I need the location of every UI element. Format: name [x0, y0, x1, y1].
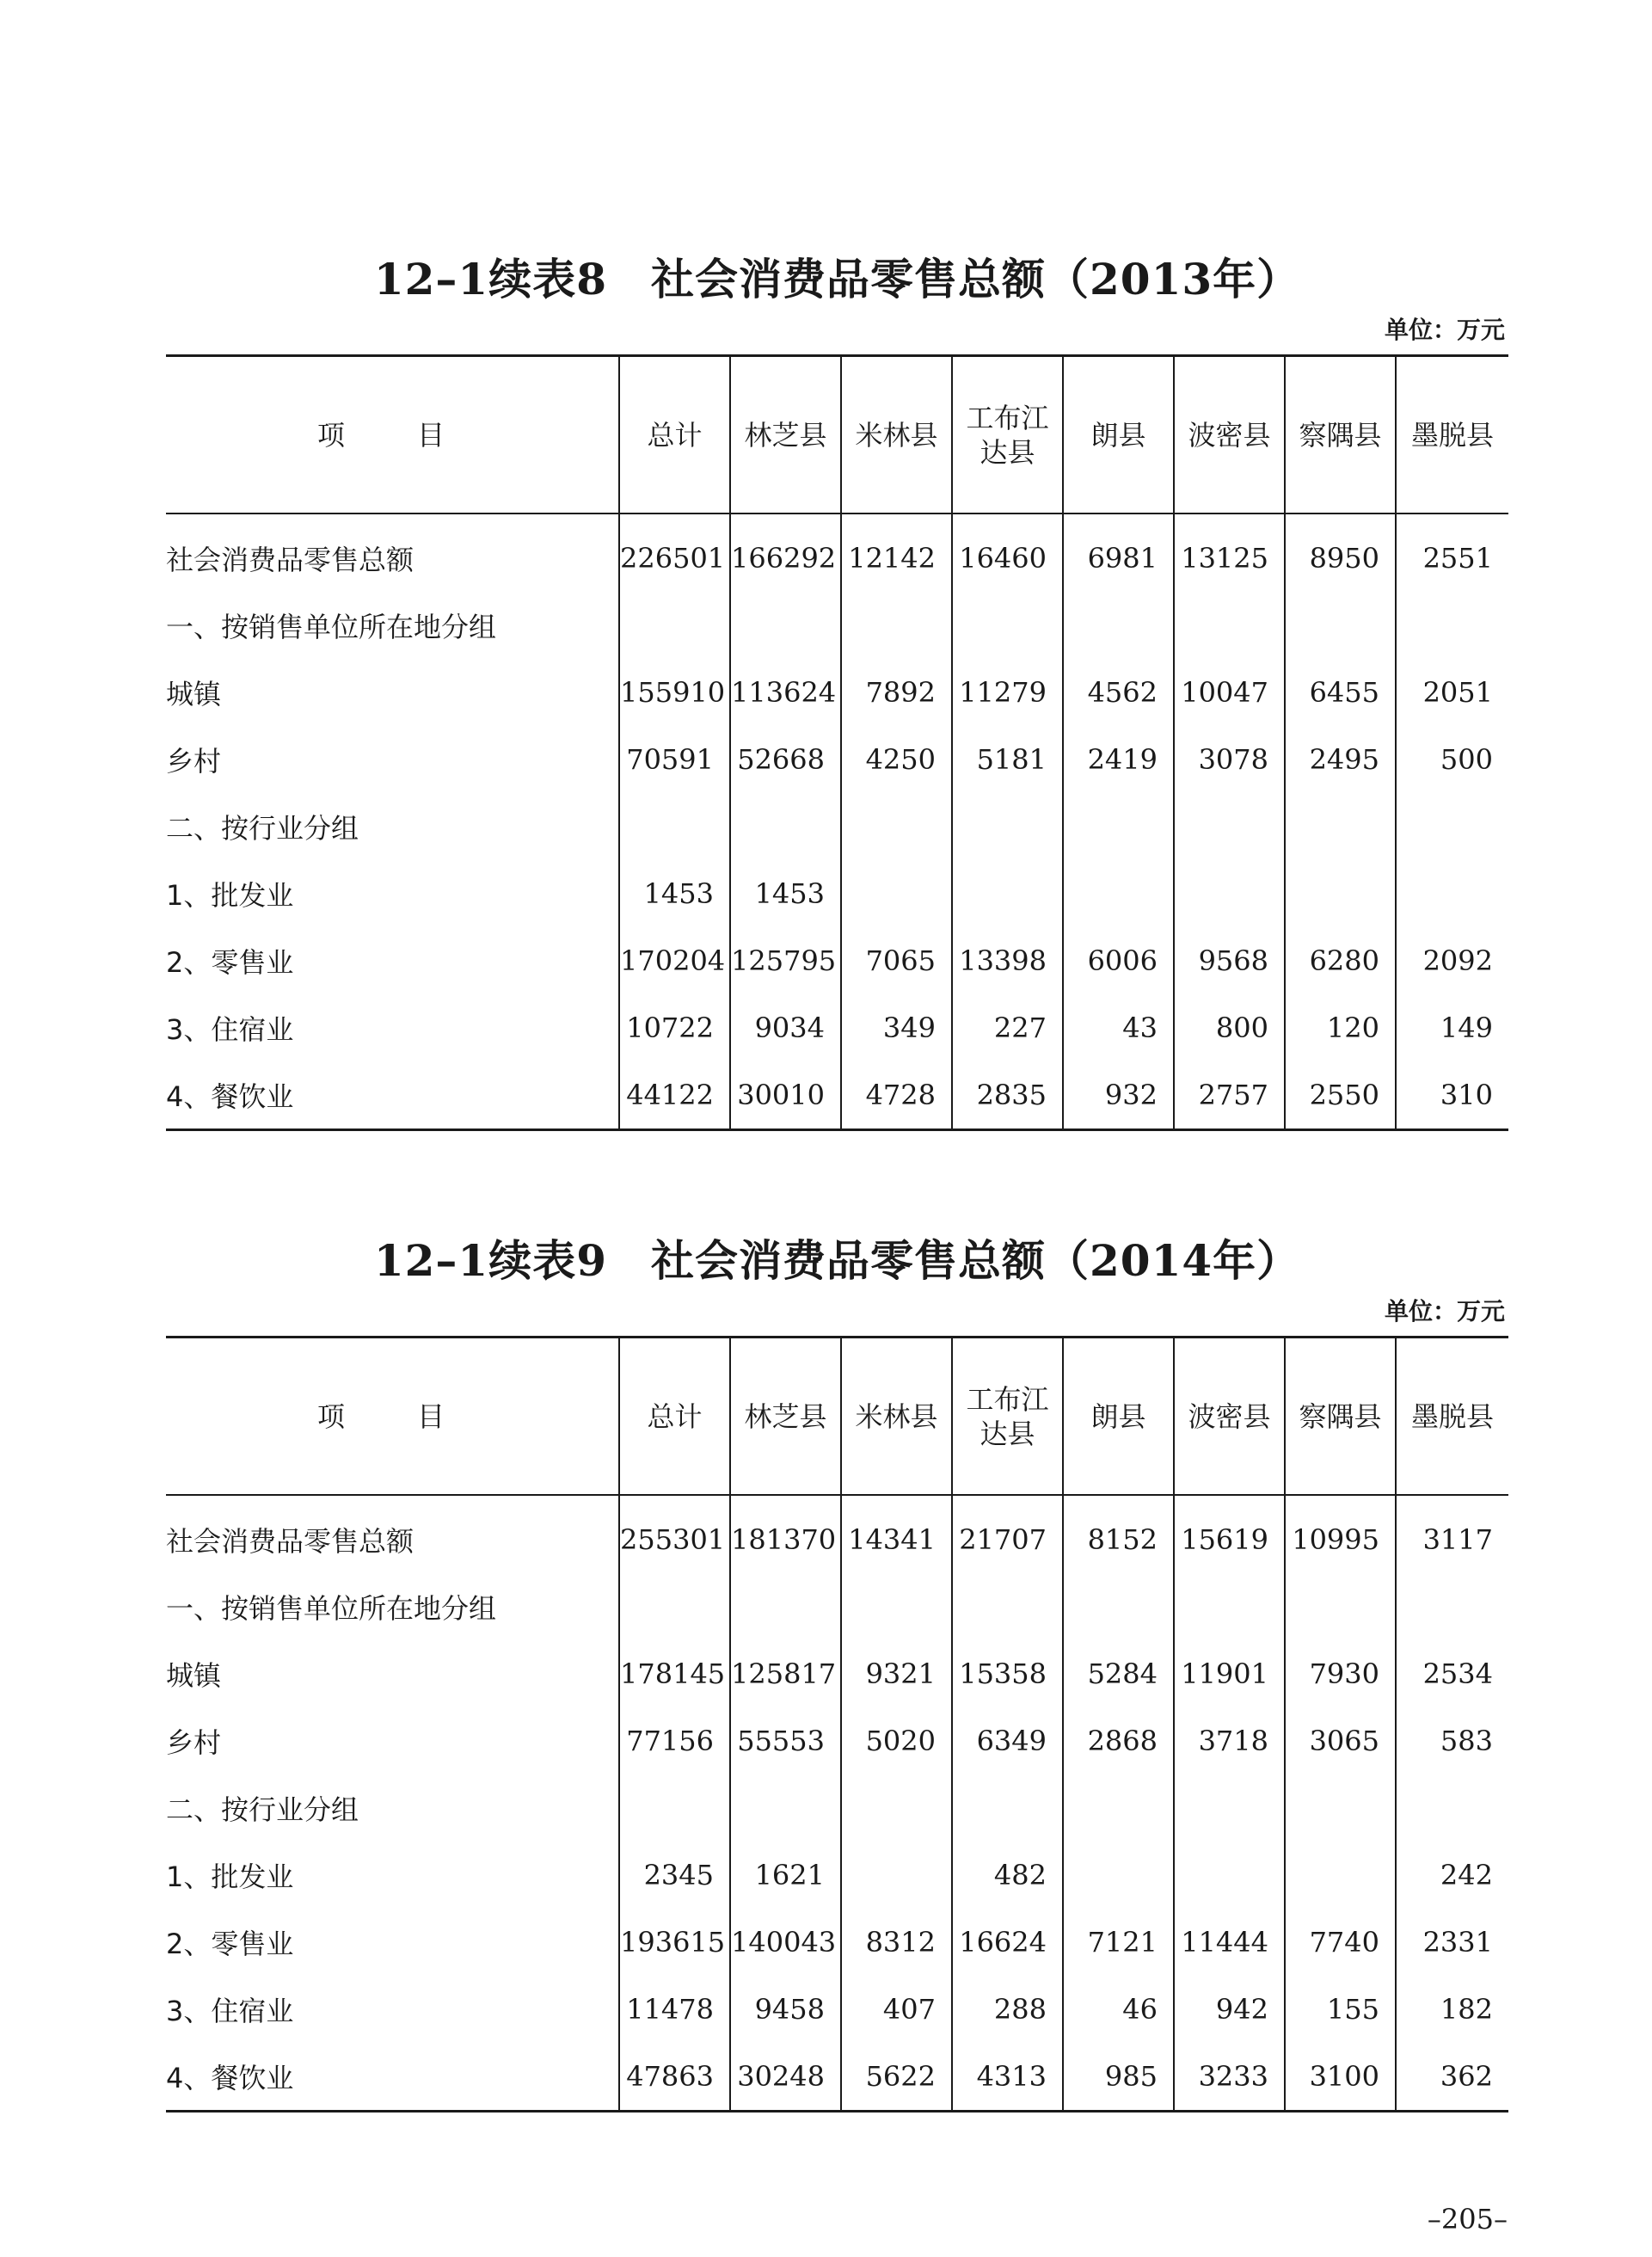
- cell-value: [730, 592, 841, 659]
- cell-value: 43: [1063, 994, 1174, 1061]
- table-row: [166, 793, 1508, 860]
- cell-value: 2551: [1396, 514, 1508, 592]
- cell-value: 7121: [1063, 1909, 1174, 1976]
- column-header-chayu: 察隅县: [1285, 356, 1396, 514]
- cell-value: [619, 793, 730, 860]
- cell-value: 7930: [1285, 1640, 1396, 1707]
- column-header-gongbujiangda: 工布江达县: [952, 356, 1063, 514]
- cell-value: 6349: [952, 1707, 1063, 1774]
- cell-value: 193615: [619, 1909, 730, 1976]
- cell-value: 2534: [1396, 1640, 1508, 1707]
- cell-value: [1174, 1774, 1285, 1842]
- cell-value: 77156: [619, 1707, 730, 1774]
- cell-value: [952, 1573, 1063, 1640]
- cell-value: 932: [1063, 1061, 1174, 1130]
- cell-value: 2835: [952, 1061, 1063, 1130]
- column-header-total: 总计: [619, 1338, 730, 1496]
- row-label: 乡村: [166, 1726, 222, 1759]
- cell-value: 9034: [730, 994, 841, 1061]
- cell-value: 583: [1396, 1707, 1508, 1774]
- cell-value: 8950: [1285, 514, 1396, 592]
- cell-value: [1174, 1842, 1285, 1909]
- cell-value: [1285, 793, 1396, 860]
- cell-value: 14341: [841, 1495, 952, 1573]
- page-number: –205–: [1427, 2203, 1508, 2235]
- column-header-item: 项 目: [166, 1338, 619, 1496]
- cell-value: 362: [1396, 2043, 1508, 2112]
- row-label: 一、按销售单位所在地分组: [166, 611, 497, 643]
- row-label: 二、按行业分组: [166, 1793, 359, 1826]
- cell-value: [841, 793, 952, 860]
- cell-value: 55553: [730, 1707, 841, 1774]
- cell-value: 4313: [952, 2043, 1063, 2112]
- table-title: 12–1续表9 社会消费品零售总额（2014年）: [373, 1235, 1301, 1286]
- cell-value: 8312: [841, 1909, 952, 1976]
- cell-value: 7065: [841, 927, 952, 994]
- cell-value: 44122: [619, 1061, 730, 1130]
- cell-value: 500: [1396, 726, 1508, 793]
- cell-value: [952, 793, 1063, 860]
- cell-value: 2419: [1063, 726, 1174, 793]
- table-row: [166, 994, 1508, 1061]
- cell-value: 140043: [730, 1909, 841, 1976]
- cell-value: 6455: [1285, 659, 1396, 726]
- cell-value: 125817: [730, 1640, 841, 1707]
- column-header-linzhi: 林芝县: [730, 356, 841, 514]
- cell-value: 47863: [619, 2043, 730, 2112]
- cell-value: 30248: [730, 2043, 841, 2112]
- cell-value: 1453: [730, 860, 841, 927]
- cell-value: 5622: [841, 2043, 952, 2112]
- cell-value: 3718: [1174, 1707, 1285, 1774]
- cell-value: 8152: [1063, 1495, 1174, 1573]
- table-row: [166, 1842, 1508, 1909]
- table-row: [166, 1573, 1508, 1640]
- cell-value: 985: [1063, 2043, 1174, 2112]
- cell-value: 12142: [841, 514, 952, 592]
- cell-value: 3100: [1285, 2043, 1396, 2112]
- column-header-bomi: 波密县: [1174, 356, 1285, 514]
- column-header-item: 项 目: [166, 356, 619, 514]
- cell-value: 149: [1396, 994, 1508, 1061]
- cell-value: 227: [952, 994, 1063, 1061]
- table-row: [166, 592, 1508, 659]
- cell-value: [1063, 1774, 1174, 1842]
- row-label: 社会消费品零售总额: [166, 1525, 415, 1558]
- table-row: [166, 1495, 1508, 1573]
- column-header-linzhi: 林芝县: [730, 1338, 841, 1496]
- row-label: 二、按行业分组: [166, 812, 359, 845]
- cell-value: [841, 1774, 952, 1842]
- cell-value: 52668: [730, 726, 841, 793]
- cell-value: 21707: [952, 1495, 1063, 1573]
- cell-value: 3078: [1174, 726, 1285, 793]
- cell-value: 15358: [952, 1640, 1063, 1707]
- cell-value: 10722: [619, 994, 730, 1061]
- cell-value: 13398: [952, 927, 1063, 994]
- column-header-chayu: 察隅县: [1285, 1338, 1396, 1496]
- table-title: 12–1续表8 社会消费品零售总额（2013年）: [373, 254, 1301, 304]
- cell-value: [1285, 592, 1396, 659]
- cell-value: [1396, 860, 1508, 927]
- row-label: 4、餐饮业: [166, 1080, 294, 1113]
- row-label: 3、住宿业: [166, 1995, 294, 2027]
- cell-value: 482: [952, 1842, 1063, 1909]
- cell-value: [1063, 1573, 1174, 1640]
- cell-value: 2868: [1063, 1707, 1174, 1774]
- cell-value: 2345: [619, 1842, 730, 1909]
- cell-value: 7740: [1285, 1909, 1396, 1976]
- row-label: 城镇: [166, 1659, 222, 1692]
- cell-value: 5284: [1063, 1640, 1174, 1707]
- column-header-langxian: 朗县: [1063, 356, 1174, 514]
- cell-value: 11279: [952, 659, 1063, 726]
- cell-value: 46: [1063, 1976, 1174, 2043]
- cell-value: 155: [1285, 1976, 1396, 2043]
- cell-value: [1063, 793, 1174, 860]
- cell-value: [1396, 1573, 1508, 1640]
- cell-value: 16460: [952, 514, 1063, 592]
- table-row: [166, 1061, 1508, 1130]
- cell-value: [841, 1573, 952, 1640]
- cell-value: 170204: [619, 927, 730, 994]
- cell-value: 5020: [841, 1707, 952, 1774]
- cell-value: 9321: [841, 1640, 952, 1707]
- cell-value: 11444: [1174, 1909, 1285, 1976]
- table-row: [166, 1909, 1508, 1976]
- cell-value: 16624: [952, 1909, 1063, 1976]
- cell-value: 2092: [1396, 927, 1508, 994]
- cell-value: [1063, 592, 1174, 659]
- cell-value: 10047: [1174, 659, 1285, 726]
- cell-value: 1621: [730, 1842, 841, 1909]
- cell-value: 11901: [1174, 1640, 1285, 1707]
- unit-label: 单位：万元: [1384, 316, 1505, 344]
- cell-value: 2757: [1174, 1061, 1285, 1130]
- column-header-bomi: 波密县: [1174, 1338, 1285, 1496]
- cell-value: [952, 860, 1063, 927]
- row-label: 乡村: [166, 745, 222, 778]
- cell-value: [1063, 860, 1174, 927]
- cell-value: 6280: [1285, 927, 1396, 994]
- table-row: [166, 726, 1508, 793]
- cell-value: 4728: [841, 1061, 952, 1130]
- table-row: [166, 1707, 1508, 1774]
- column-header-milin: 米林县: [841, 1338, 952, 1496]
- cell-value: 4250: [841, 726, 952, 793]
- cell-value: 15619: [1174, 1495, 1285, 1573]
- cell-value: 7892: [841, 659, 952, 726]
- cell-value: 10995: [1285, 1495, 1396, 1573]
- column-header-gongbujiangda: 工布江达县: [952, 1338, 1063, 1496]
- cell-value: 3065: [1285, 1707, 1396, 1774]
- cell-value: 166292: [730, 514, 841, 592]
- cell-value: 226501: [619, 514, 730, 592]
- cell-value: 4562: [1063, 659, 1174, 726]
- cell-value: 942: [1174, 1976, 1285, 2043]
- table-row: [166, 860, 1508, 927]
- cell-value: [730, 793, 841, 860]
- cell-value: [619, 592, 730, 659]
- table-row: [166, 1640, 1508, 1707]
- column-header-motuo: 墨脱县: [1396, 1338, 1508, 1496]
- table-section-2013: [166, 249, 1508, 1131]
- header-row: [166, 1338, 1508, 1496]
- cell-value: 9458: [730, 1976, 841, 2043]
- cell-value: [1396, 1774, 1508, 1842]
- cell-value: 2051: [1396, 659, 1508, 726]
- cell-value: [1174, 860, 1285, 927]
- cell-value: 155910: [619, 659, 730, 726]
- cell-value: [841, 860, 952, 927]
- cell-value: [1396, 592, 1508, 659]
- table-row: [166, 659, 1508, 726]
- cell-value: [841, 592, 952, 659]
- column-header-total: 总计: [619, 356, 730, 514]
- cell-value: 178145: [619, 1640, 730, 1707]
- cell-value: 125795: [730, 927, 841, 994]
- cell-value: 800: [1174, 994, 1285, 1061]
- row-label: 城镇: [166, 678, 222, 710]
- unit-label: 单位：万元: [1384, 1297, 1505, 1325]
- cell-value: [730, 1573, 841, 1640]
- cell-value: 2550: [1285, 1061, 1396, 1130]
- cell-value: 3233: [1174, 2043, 1285, 2112]
- cell-value: 113624: [730, 659, 841, 726]
- cell-value: 349: [841, 994, 952, 1061]
- column-header-langxian: 朗县: [1063, 1338, 1174, 1496]
- cell-value: 181370: [730, 1495, 841, 1573]
- cell-value: [952, 1774, 1063, 1842]
- cell-value: 242: [1396, 1842, 1508, 1909]
- header-row: [166, 356, 1508, 514]
- row-label: 1、批发业: [166, 879, 294, 912]
- cell-value: [1174, 793, 1285, 860]
- row-label: 一、按销售单位所在地分组: [166, 1592, 497, 1625]
- cell-value: [1063, 1842, 1174, 1909]
- table-row: [166, 927, 1508, 994]
- row-label: 社会消费品零售总额: [166, 544, 415, 576]
- data-table: [166, 1336, 1508, 2112]
- cell-value: 2331: [1396, 1909, 1508, 1976]
- row-label: 2、零售业: [166, 1928, 294, 1960]
- cell-value: 182: [1396, 1976, 1508, 2043]
- cell-value: 2495: [1285, 726, 1396, 793]
- cell-value: 288: [952, 1976, 1063, 2043]
- table-row: [166, 1774, 1508, 1842]
- cell-value: 9568: [1174, 927, 1285, 994]
- table-row: [166, 2043, 1508, 2112]
- cell-value: 11478: [619, 1976, 730, 2043]
- cell-value: 6006: [1063, 927, 1174, 994]
- cell-value: [952, 592, 1063, 659]
- table-section-2014: [166, 1231, 1508, 2112]
- cell-value: 255301: [619, 1495, 730, 1573]
- table-row: [166, 514, 1508, 592]
- row-label: 3、住宿业: [166, 1013, 294, 1046]
- cell-value: [1285, 1573, 1396, 1640]
- row-label: 2、零售业: [166, 946, 294, 979]
- cell-value: 70591: [619, 726, 730, 793]
- cell-value: [619, 1774, 730, 1842]
- column-header-motuo: 墨脱县: [1396, 356, 1508, 514]
- cell-value: 407: [841, 1976, 952, 2043]
- cell-value: [1174, 1573, 1285, 1640]
- cell-value: 6981: [1063, 514, 1174, 592]
- cell-value: 5181: [952, 726, 1063, 793]
- cell-value: 3117: [1396, 1495, 1508, 1573]
- cell-value: 1453: [619, 860, 730, 927]
- cell-value: [1174, 592, 1285, 659]
- row-label: 4、餐饮业: [166, 2062, 294, 2094]
- data-table: [166, 354, 1508, 1131]
- cell-value: [1396, 793, 1508, 860]
- cell-value: 120: [1285, 994, 1396, 1061]
- cell-value: 30010: [730, 1061, 841, 1130]
- table-row: [166, 1976, 1508, 2043]
- cell-value: 13125: [1174, 514, 1285, 592]
- cell-value: [619, 1573, 730, 1640]
- cell-value: [1285, 1774, 1396, 1842]
- cell-value: [1285, 860, 1396, 927]
- column-header-milin: 米林县: [841, 356, 952, 514]
- row-label: 1、批发业: [166, 1860, 294, 1893]
- cell-value: [1285, 1842, 1396, 1909]
- cell-value: 310: [1396, 1061, 1508, 1130]
- cell-value: [730, 1774, 841, 1842]
- cell-value: [841, 1842, 952, 1909]
